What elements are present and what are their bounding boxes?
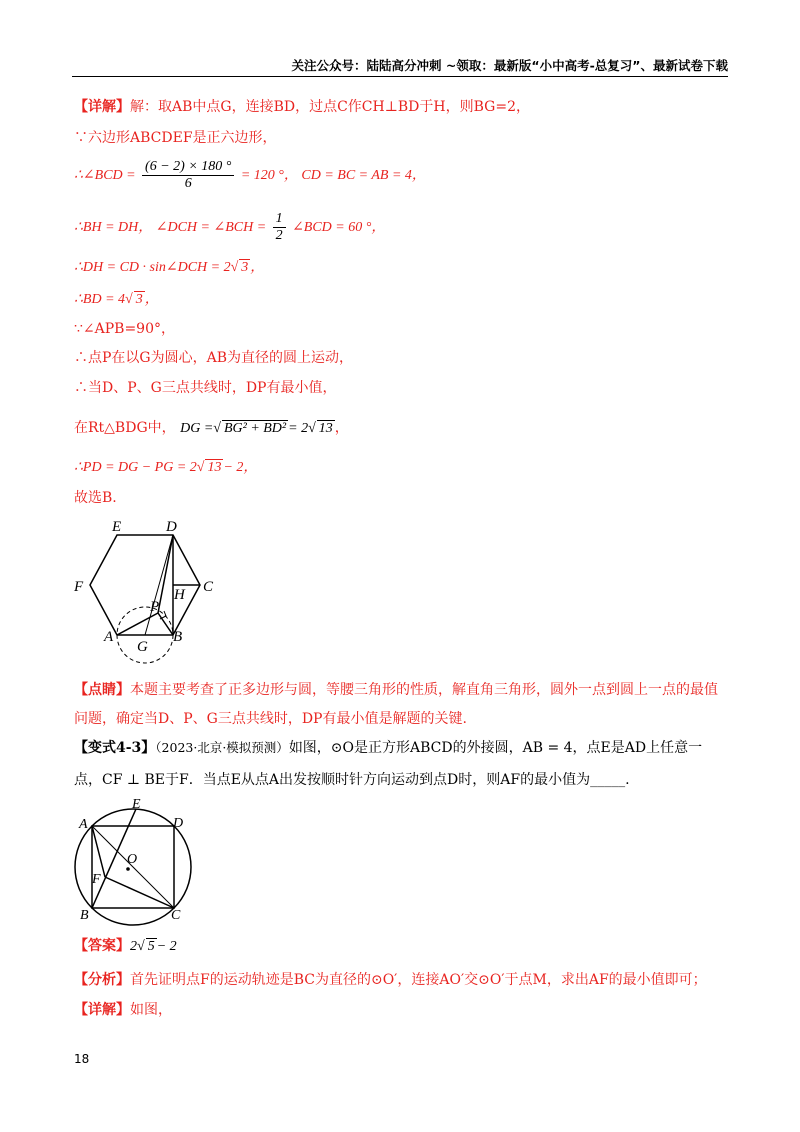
segment-cf [105, 877, 174, 908]
bh-formula-line [74, 210, 385, 245]
bd-suffix: ， [144, 292, 159, 307]
dh-radicand: 3 [241, 260, 249, 275]
dg-radicand-2: 13 [318, 421, 333, 436]
label-a: A [104, 629, 114, 645]
detail2-text: 如图， [130, 1002, 172, 1018]
square-circle-figure [70, 797, 200, 927]
segment-dg [145, 535, 173, 635]
label-p: P [150, 599, 160, 615]
pd-suffix: − 2， [223, 460, 258, 475]
variant-line-1 [74, 738, 702, 758]
angle-formula-line [74, 158, 426, 193]
hexagon-statement: ∵六边形ABCDEF是正六边形， [74, 130, 277, 146]
dg-formula-prefix: DG = [180, 421, 214, 436]
bh-suffix: ∠BCD = 60 °， [292, 220, 386, 235]
angle-suffix: = 120 °， CD = BC = AB = 4， [240, 168, 426, 183]
page-header: 关注公众号：陆陆高分冲刺 ~领取：最新版“小中高考-总复习”、最新试卷下载 [72, 56, 728, 77]
angle-numerator: (6 − 2) × 180 ° [142, 159, 234, 176]
angle-denominator: 6 [184, 175, 192, 191]
bh-prefix: ∴BH = DH， ∠DCH = ∠BCH = [74, 220, 267, 235]
answer-suffix: − 2 [156, 939, 177, 954]
detail-line-2 [74, 1000, 172, 1020]
answer-radicand: 5 [147, 939, 155, 954]
comment-tag: 【点睛】 [74, 682, 130, 698]
dg-radicand: BG² + BD² [223, 421, 287, 436]
detail-tag: 【详解】 [74, 99, 130, 115]
segment-af [92, 826, 105, 877]
bd-formula-line: ∴BD = 4√ 3 ， [74, 292, 159, 307]
comment-line-1 [74, 680, 718, 700]
answer-line: 【答案】2√ 5 − 2 [74, 938, 177, 954]
dg-formula-line: 在Rt△BDG中， DG =√ BG² + BD² = 2√ 13 ， [74, 420, 349, 436]
half-denominator: 2 [275, 227, 283, 243]
apb-statement: ∵∠APB=90°， [74, 321, 176, 337]
angle-prefix: ∴∠BCD = [74, 168, 136, 183]
answer-choice: 故选B. [74, 490, 117, 506]
variant-source: （2023·北京·模拟预测） [155, 740, 289, 755]
dg-middle: = 2 [288, 421, 309, 436]
label-d: D [166, 519, 177, 535]
analysis-text: 首先证明点F的运动轨迹是BC为直径的⊙O′，连接AO′交⊙O′于点M，求出AF的最小值即可； [130, 972, 707, 988]
segment-ap [117, 613, 158, 635]
comment-text-1: 本题主要考查了正多边形与圆，等腰三角形的性质，解直角三角形，圆外一点到圆上一点的最值 [130, 682, 718, 698]
variant-line-2: 点，CF ⊥ BE于F．当点E从点A出发按顺时针方向运动到点D时，则AF的最小值为_____. [74, 772, 630, 788]
dh-suffix: ， [250, 260, 265, 275]
detail2-tag: 【详解】 [74, 1002, 130, 1018]
segment-dp [158, 535, 173, 613]
dg-prefix: 在Rt△BDG中， [74, 420, 176, 436]
bd-prefix: ∴BD = 4 [74, 292, 126, 307]
label-c: C [203, 579, 214, 595]
page-number: 18 [74, 1052, 90, 1066]
label-e2: E [132, 797, 141, 812]
pd-formula-line: ∴PD = DG − PG = 2√ 13 − 2， [74, 460, 258, 475]
detail-text: 解：取AB中点G，连接BD，过点C作CH⊥BD于H，则BG=2， [130, 99, 530, 115]
half-numerator: 1 [273, 211, 286, 228]
detail-line-1 [74, 97, 530, 117]
label-d2: D [173, 816, 184, 831]
variant-text-1: 如图，⊙O是正方形ABCD的外接圆，AB = 4，点E是AD上任意一 [288, 740, 703, 756]
angle-fraction [142, 159, 234, 192]
label-e: E [112, 519, 122, 535]
half-fraction [273, 211, 286, 244]
label-c2: C [171, 908, 181, 923]
diagonal-ac [92, 826, 174, 908]
label-g: G [137, 639, 148, 655]
label-f2: F [92, 872, 101, 887]
dh-prefix: ∴DH = CD · sin∠DCH = 2 [74, 260, 231, 275]
center-point [126, 867, 130, 871]
label-h: H [174, 587, 185, 603]
answer-tag: 【答案】 [74, 938, 130, 954]
dh-formula-line: ∴DH = CD · sin∠DCH = 2√ 3 ， [74, 260, 265, 275]
bd-radicand: 3 [135, 292, 143, 307]
label-a2: A [79, 817, 88, 832]
circle-statement: ∴点P在以G为圆心，AB为直径的圆上运动， [74, 350, 354, 366]
variant-tag: 【变式4-3】 [74, 740, 156, 756]
label-b2: B [80, 908, 89, 923]
comment-line-2: 问题，确定当D、P、G三点共线时，DP有最小值是解题的关键. [74, 711, 467, 727]
label-o: O [127, 852, 138, 867]
label-b: B [173, 629, 183, 645]
label-f: F [74, 579, 84, 595]
analysis-tag: 【分析】 [74, 972, 130, 988]
pd-radicand: 13 [207, 460, 222, 475]
pd-prefix: ∴PD = DG − PG = 2 [74, 460, 197, 475]
hexagon-figure [70, 515, 230, 665]
min-statement: ∴当D、P、G三点共线时，DP有最小值， [74, 380, 337, 396]
analysis-line [74, 970, 707, 990]
answer-prefix: 2 [130, 939, 137, 954]
dg-suffix: ， [334, 420, 349, 436]
